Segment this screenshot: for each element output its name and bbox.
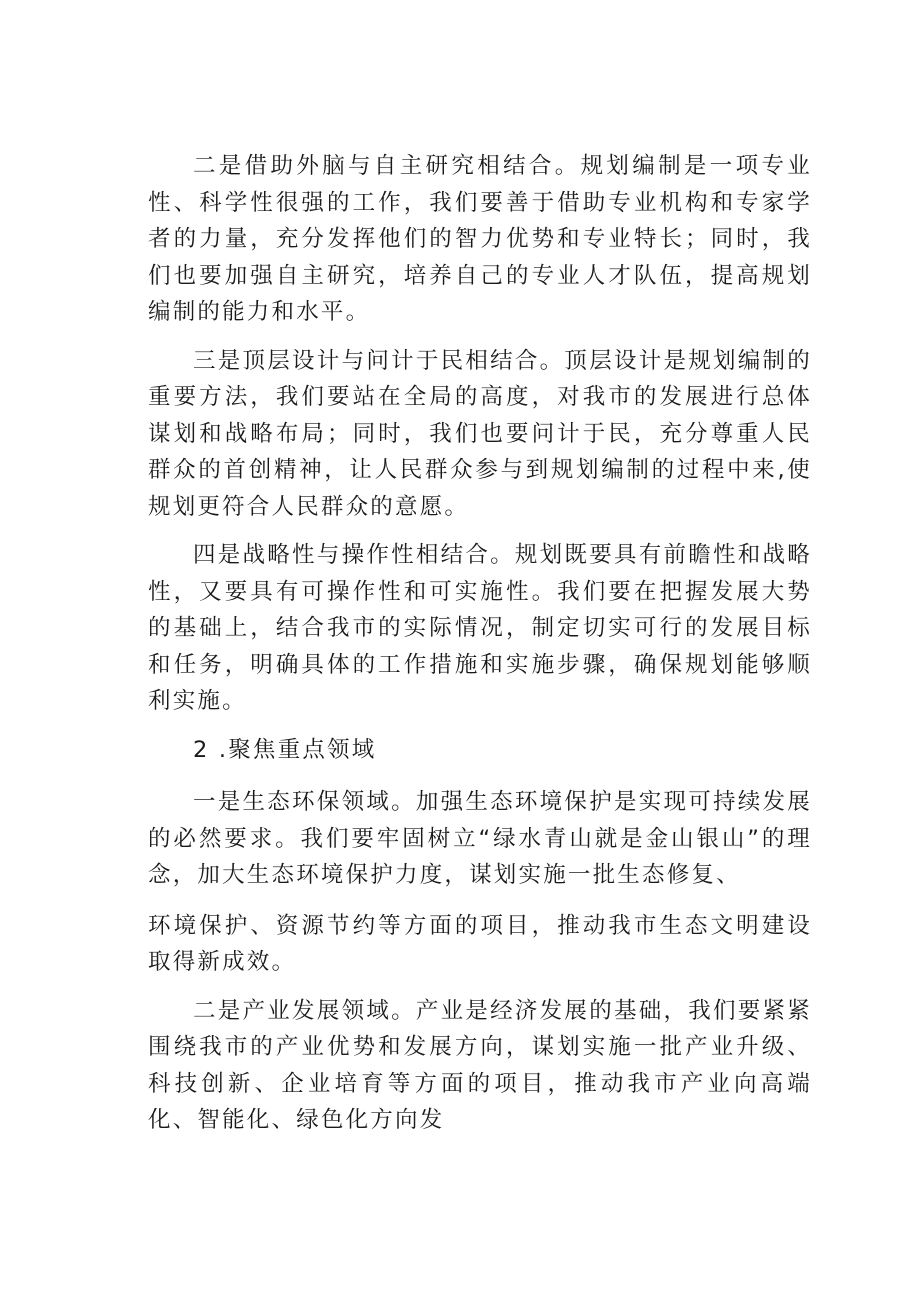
paragraph-industrial-development: 二是产业发展领域。产业是经济发展的基础，我们要紧紧围绕我市的产业优势和发展方向，谋划实施一批产业升级、科技创新、企业培育等方面的项目，推动我市产业向高端化、智能化、绿色化方向发 [148,997,812,1133]
paragraph-top-level-design: 三是顶层设计与问计于民相结合。顶层设计是规划编制的重要方法，我们要站在全局的高度，对我市的发展进行总体谋划和战略布局；同时，我们也要问计于民，充分尊重人民群众的首创精神，让人民群众参与到规划编制的过程中来,使规划更符合人民群众的意愿。 [148,347,812,520]
paragraph-ecological-protection-continuation: 环境保护、资源节约等方面的项目，推动我市生态文明建设取得新成效。 [148,912,812,975]
paragraph-external-and-independent-research: 二是借助外脑与自主研究相结合。规划编制是一项专业性、科学性很强的工作，我们要善于借助专业机构和专家学者的力量，充分发挥他们的智力优势和专业特长；同时，我们也要加强自主研究，培养自己的专业人才队伍，提高规划编制的能力和水平。 [148,153,812,325]
paragraph-strategic-and-operational: 四是战略性与操作性相结合。规划既要具有前瞻性和战略性，又要具有可操作性和可实施性。我们要在把握发展大势的基础上，结合我市的实际情况，制定切实可行的发展目标和任务，明确具体的工作措施和实施步骤，确保规划能够顺利实施。 [148,542,812,714]
section-heading-key-areas: 2 .聚焦重点领域 [193,736,377,763]
paragraph-ecological-protection: 一是生态环保领域。加强生态环境保护是实现可持续发展的必然要求。我们要牢固树立“绿水青山就是金山银山”的理念，加大生态环境保护力度，谋划实施一批生态修复、 [148,789,812,888]
document-body [148,148,812,1151]
